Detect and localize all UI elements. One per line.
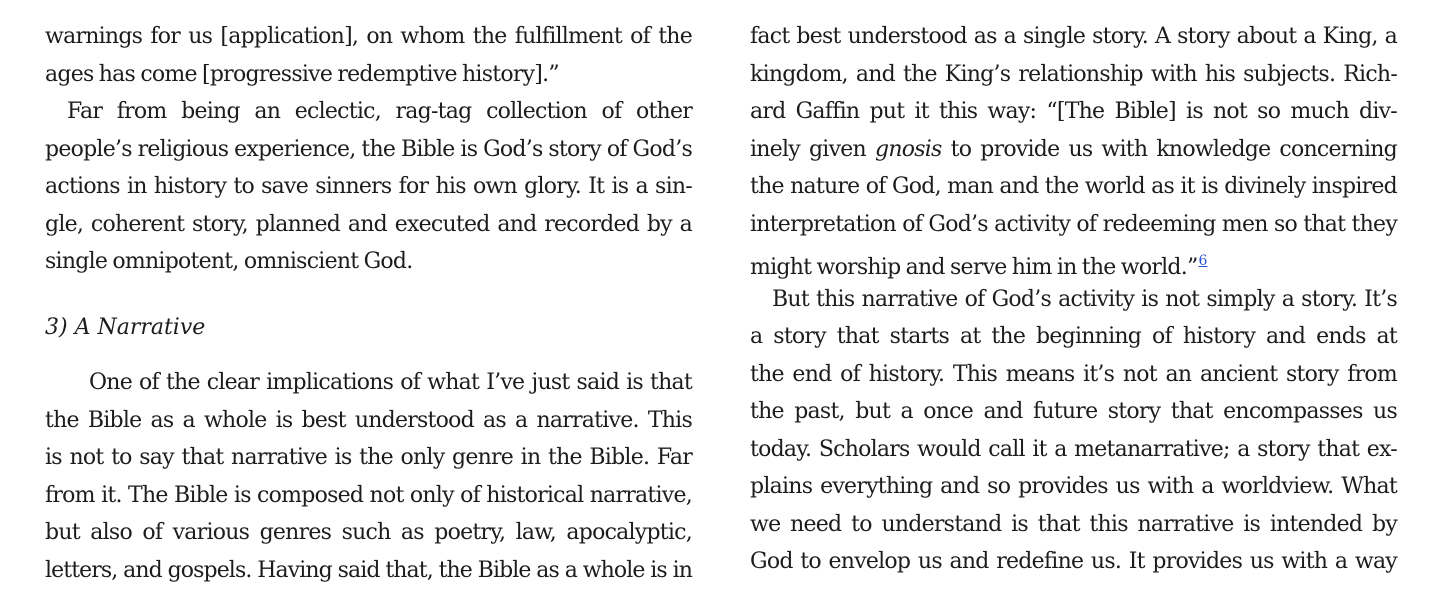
text-run: might worship and serve him in the world.” <box>750 255 1198 280</box>
body-text-line: fact best understood as a single story. A story about a King, a <box>750 24 1397 49</box>
text-run: inely given <box>750 136 875 162</box>
body-text-line: One of the clear implications of what I’ve just said is that <box>89 370 692 395</box>
body-text-line: warnings for us [application], on whom the fulfillment of the <box>45 24 692 49</box>
body-text-line: But this narrative of God’s activity is not simply a story. It’s <box>772 286 1397 312</box>
body-text-line <box>750 243 1397 281</box>
body-text-line: we need to understand is that this narrative is intended by <box>750 511 1397 537</box>
body-text-line: is not to say that narrative is the only genre in the Bible. Far <box>45 445 692 470</box>
body-text-line: kingdom, and the King’s relationship with his subjects. Rich- <box>750 61 1397 87</box>
text-run: to provide us with knowledge concerning <box>941 136 1397 162</box>
footnote-link[interactable]: 6 <box>1198 253 1208 269</box>
left-column <box>45 18 692 589</box>
body-text-line: from it. The Bible is composed not only of historical narrative, <box>45 482 692 508</box>
body-text-line <box>750 131 1397 169</box>
body-text-line: but also of various genres such as poetry, law, apocalyptic, <box>45 520 692 545</box>
body-text-line: gle, coherent story, planned and executed and recorded by a <box>45 211 692 237</box>
section-heading: 3) A Narrative <box>45 314 206 340</box>
body-text-line: the nature of God, man and the world as it is divinely inspired <box>750 174 1397 199</box>
body-text-line: the end of history. This means it’s not an ancient story from <box>750 361 1397 387</box>
body-text-line: people’s religious experience, the Bible is God’s story of God’s <box>45 136 692 162</box>
body-text-line: the past, but a once and future story that encompasses us <box>750 399 1397 424</box>
right-column <box>750 18 1397 581</box>
body-text-line: the Bible as a whole is best understood as a narrative. This <box>45 407 692 433</box>
body-text-line: ages has come [progressive redemptive history].” <box>45 61 559 87</box>
body-text-line: today. Scholars would call it a metanarrative; a story that ex- <box>750 436 1397 462</box>
body-text-line: ard Gaffin put it this way: “[The Bible] is not so much div- <box>750 99 1397 124</box>
italic-term: gnosis <box>874 136 942 162</box>
body-text-line: letters, and gospels. Having said that, the Bible as a whole is in <box>45 557 692 583</box>
body-text-line: interpretation of God’s activity of redeeming men so that they <box>750 211 1397 237</box>
body-text-line: a story that starts at the beginning of history and ends at <box>750 324 1397 349</box>
body-text-line: single omnipotent, omniscient God. <box>45 249 413 274</box>
body-text-line: plains everything and so provides us with a worldview. What <box>750 474 1397 499</box>
body-text-line: Far from being an eclectic, rag-tag collection of other <box>67 99 692 124</box>
body-text-line: actions in history to save sinners for his own glory. It is a sin- <box>45 174 692 199</box>
body-text-line: God to envelop us and redefine us. It provides us with a way <box>750 549 1397 574</box>
